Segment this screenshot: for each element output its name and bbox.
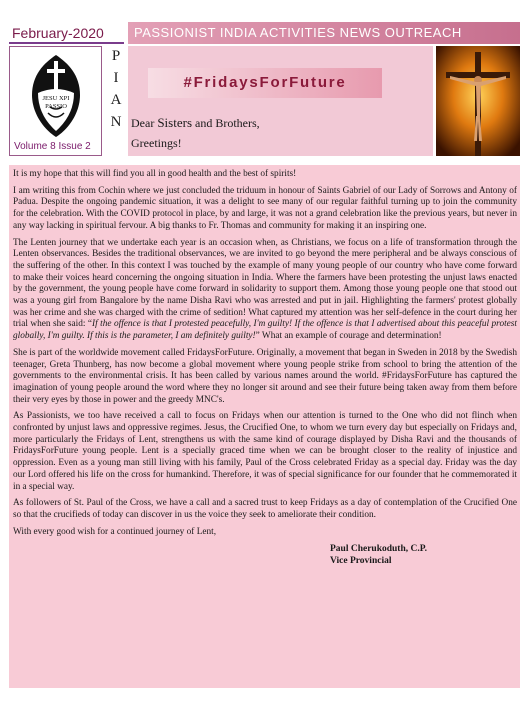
issue-date: February-2020 (9, 22, 124, 44)
volume-issue: Volume 8 Issue 2 (14, 141, 91, 152)
signature-name: Paul Cherukoduth, C.P. (330, 544, 428, 555)
pian-letter: A (110, 92, 122, 108)
greeting-dear: Dear (131, 116, 158, 130)
greeting-brothers: and Brothers, (192, 116, 260, 130)
pian-letter: I (113, 70, 119, 86)
letter-closing: With every good wish for a continued journey of Lent, (13, 526, 217, 537)
letter-body (9, 165, 520, 688)
disha-ravi-quote: If the offence is that I protested peacefully, I'm guilty! If the offence is that I advertised about this peaceful protest globally, I'm guilty. If this is the parameter, I am definitely guilty! (13, 319, 518, 342)
newsletter-banner: PASSIONIST INDIA ACTIVITIES NEWS OUTREACH (128, 22, 520, 44)
letter-paragraph: It is my hope that this will find you all in good health and the best of spirits! (13, 169, 297, 179)
passionist-emblem-icon (26, 53, 86, 139)
letter-paragraph: I am writing this from Cochin where we just concluded the triduum in honour of Saints Gabriel of our Lady of Sorrows and Antony of Padua. Despite the ongoing pandemic situation, it was a delight to see many of our regular faithful turning up to join the community for the celebration. With the COVID protocol in place, by and large, it was not a grand celebration like the previous years, but never in any way lacking in spiritual fervour. A big thanks to Fr. Thomas and community for making it an inspiring one. (13, 185, 517, 231)
letter-paragraph (13, 238, 517, 343)
letter-paragraph: As Passionists, we too have received a call to focus on Fridays when our attention is turned to the One who did not flinch when confronted by unjust laws and oppressive regimes. Jesus, the Crucified One, to whom we turn every day but especially on Fridays and, more particularly the Fridays of Lent, strengthens us with the same kind of courage displayed by Disha Ravi and the thousands of FridaysForFuture young people. Lent is a specially graced time when we can be brought closer to the reality of injustice and oppression. Even as a young man still living with his family, Paul of the Cross celebrated Friday as a special day. Friday was the day our Lord offered his life on the cross for humankind. Therefore, it was of special significance for our founder that he commemorated it in a special way. (13, 411, 517, 492)
paragraph-text: The Lenten journey that we undertake each year is an occasion when, as Christians, we focus on a life of transformation through the Lenten observances. Besides the traditional observances, we are invited to go beyond the mere peripheral and be always conscious of the suffering of the other. In this context I was touched by the example of many young people of our country who have come forward to make their voices heard concerning the ongoing situation in India. Where the farmers have been protesting the unjust laws enacted by the government, the young people have come forward in solidarity to support them. Among those young people one that stood out was a young girl from Bangalore by the name Disha Ravi who was arrested and put in jail. Highlighting the farmers' protest globally was her crime and she was charged with the crime of sedition! What captured my attention was her self-defence in the court during her trial when she said: “ (13, 237, 517, 330)
logo-text-bottom: PASSIO (45, 103, 67, 110)
letter-paragraph: As followers of St. Paul of the Cross, we have a call and a sacred trust to keep Fridays as a day of contemplation of the Crucified One so that the crucifieds of today can discover in us the voice they seek to ameliorate their condition. (13, 498, 517, 520)
pian-letter: N (110, 114, 122, 130)
crucifix-image (436, 46, 520, 156)
signature-title: Vice Provincial (330, 556, 392, 567)
greetings-text: Greetings! (131, 136, 182, 150)
greeting-sisters: Sisters (157, 115, 192, 130)
paragraph-text: ” What an example of courage and determination! (255, 331, 442, 342)
hashtag-title: #FridaysForFuture (148, 68, 382, 98)
pian-vertical-letters (106, 48, 126, 136)
passionist-logo-box (9, 46, 102, 156)
greeting-line (131, 115, 260, 131)
crucifix-icon (436, 46, 520, 156)
letter-paragraph: She is part of the worldwide movement called FridaysForFuture. Originally, a movement that began in Sweden in 2018 by the Swedish teenager, Greta Thunberg, has now become a global movement where young people strike from school to bring the attention of the governments to the environmental crisis. It has been called by various names around the world. #FridaysForFuture has captured the imagination of young people around the word where they no longer sit around and see their future being taken away from them before their very eyes by those in power and the greedy MNC's. (13, 347, 517, 405)
logo-text-top: JESU XPI (42, 95, 70, 102)
pian-letter: P (111, 48, 121, 64)
